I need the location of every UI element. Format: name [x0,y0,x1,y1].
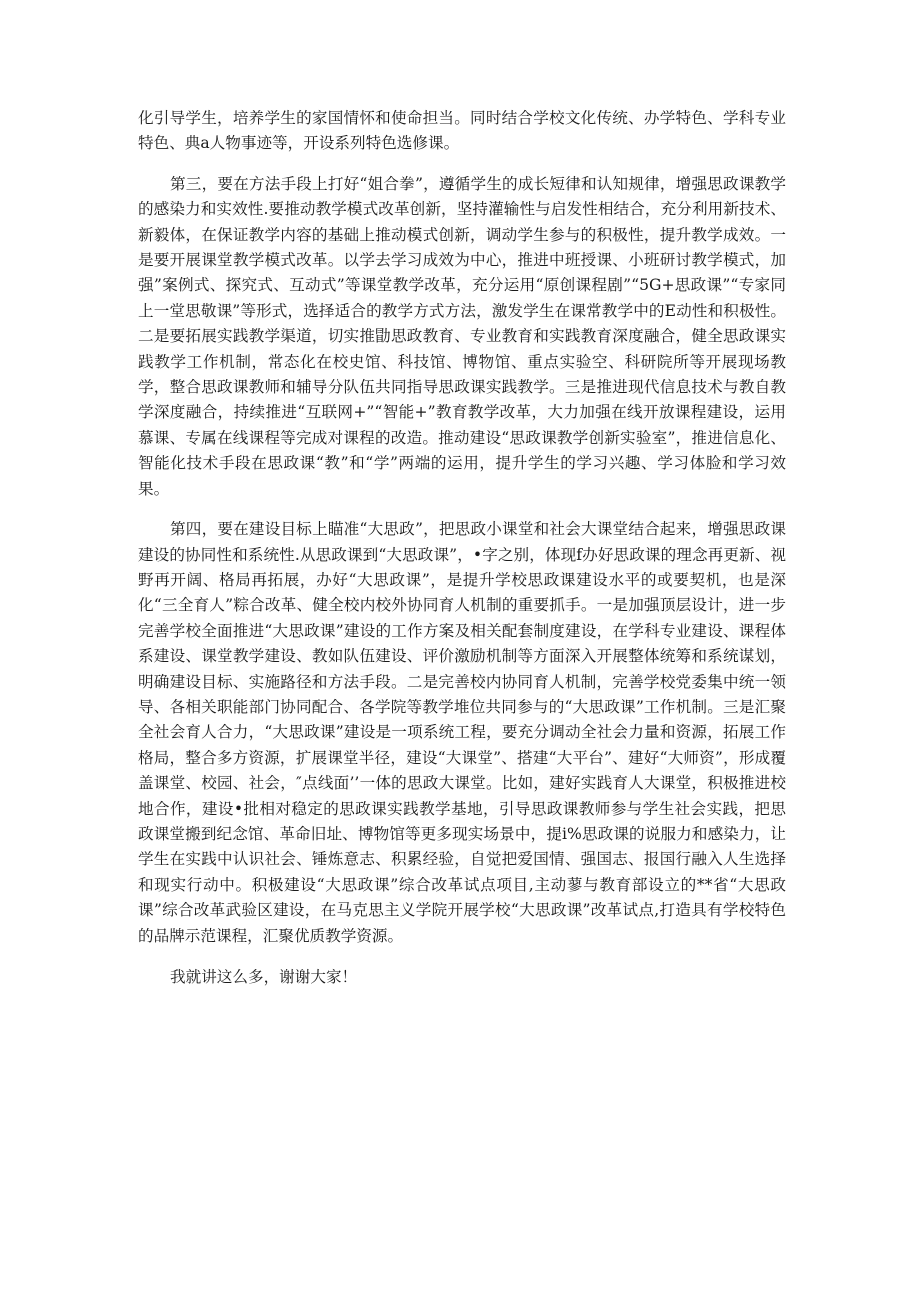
closing-remark: 我就讲这么多，谢谢大家！ [170,968,358,986]
document-page [138,106,786,1005]
paragraph-third-point: 第三，要在方法手段上打好“姐合拳”，遵循学生的成长短律和认知规律，增强思政课教学的感染力和实效性.要推动教学模式改革创新，坚持灌输性与启发性相结合，充分利用新技术、新毅体，在保证教学内容的基础上推动模式创新，调动学生参与的积极性，提升教学成效。一是要开展课堂教学模式改革。以学去学习成效为中心，推进中班授课、小班研讨教学模式，加强”案例式、探究式、互动式”等课堂教学改革，充分运用“原创课程剧”“5G+思政课”“专家同上一堂思敬课”等形式，选择适合的教学方式方法，激发学生在课常教学中的E动性和积极性。二是要拓展实践教学渠道，切实推勖思政教育、专业教育和实践教育深度融合，健全思政课实践教学工作机制，常态化在校史馆、科技馆、博物馆、重点实验空、科研院所等开展现场教学，整合思政课教师和辅导分队伍共同指导思政课实践教学。三是推进现代信息技术与教自教学深度融合，持续推进“互联网+”“智能+”教育教学改革，大力加强在线开放课程建设，运用慕课、专属在线课程等完成对课程的改造。推动建设“思政课教学创新实验室”，推进信息化、智能化技术手段在思政课“教”和“学”两端的运用，提升学生的学习兴趣、学习体脸和学习效果。 [138,174,786,498]
paragraph-fourth-point: 第四，要在建设目标上瞄准“大思政”，把思政小课堂和社会大课堂结合起来，增强思政课建设的协同性和系统性.从思政课到“大思政课”，•字之别，体现f办好思政课的理念再更新、视野再开阔、格局再拓展，办好“大思政课”，是提升学校思政课建设水平的或要契机，也是深化“三全育人”粽合改革、健全校内校外协同育人机制的重要抓手。一是加强顶层设计，进一步完善学校全面推进“大思政课”建设的工作方案及相关配套制度建设，在学科专业建设、课程体系建设、课堂教学建设、教如队伍建设、评价激励机制等方面深入开展整体统筹和系统谋划，明确建设目标、实施路径和方法手段。二是完善校内协同育人机制，完善学校党委集中统一领导、各相关职能部门协同配合、各学院等教学堆位共同参与的“大思政课”工作机制。三是汇聚全社会育人合力，“大思政课”建设是一项系统工程，要充分调动全社会力量和资源，拓展工作格局，整合多方资源，扩展课堂半径，建设“大课堂”、搭建“大平台”、建好“大师资”，形成覆盖课堂、校园、社会，″点线面’’一体的思政大课堂。比如，建好实践育人大课堂，积极推进校地合作，建设•批相对稳定的思政课实践教学基地，引导思政课教师参与学生社会实践，把思政课堂搬到纪念馆、革命旧址、博物馆等更多现实场景中，提i%思政课的说服力和感染力，让学生在实践中认识社会、锤炼意志、积累经验，自觉把爱国情、强国志、报国行融入人生选择和现实行动中。积极建设“大思政课”综合改革试点项目,主动蓼与教育部设立的**省“大思政课”综合改革武验区建设，在马克思主义学院开展学校“大思政课”改革试点,打造具有学校特色的品牌示范课程，汇聚优质教学资源。 [138,520,786,945]
paragraph-continuation: 化引导学生，培养学生的家国情怀和使命担当。同时结合学校文化传统、办学特色、学科专业特色、典a人物事迹等，开设系列特色选修课。 [138,109,786,153]
